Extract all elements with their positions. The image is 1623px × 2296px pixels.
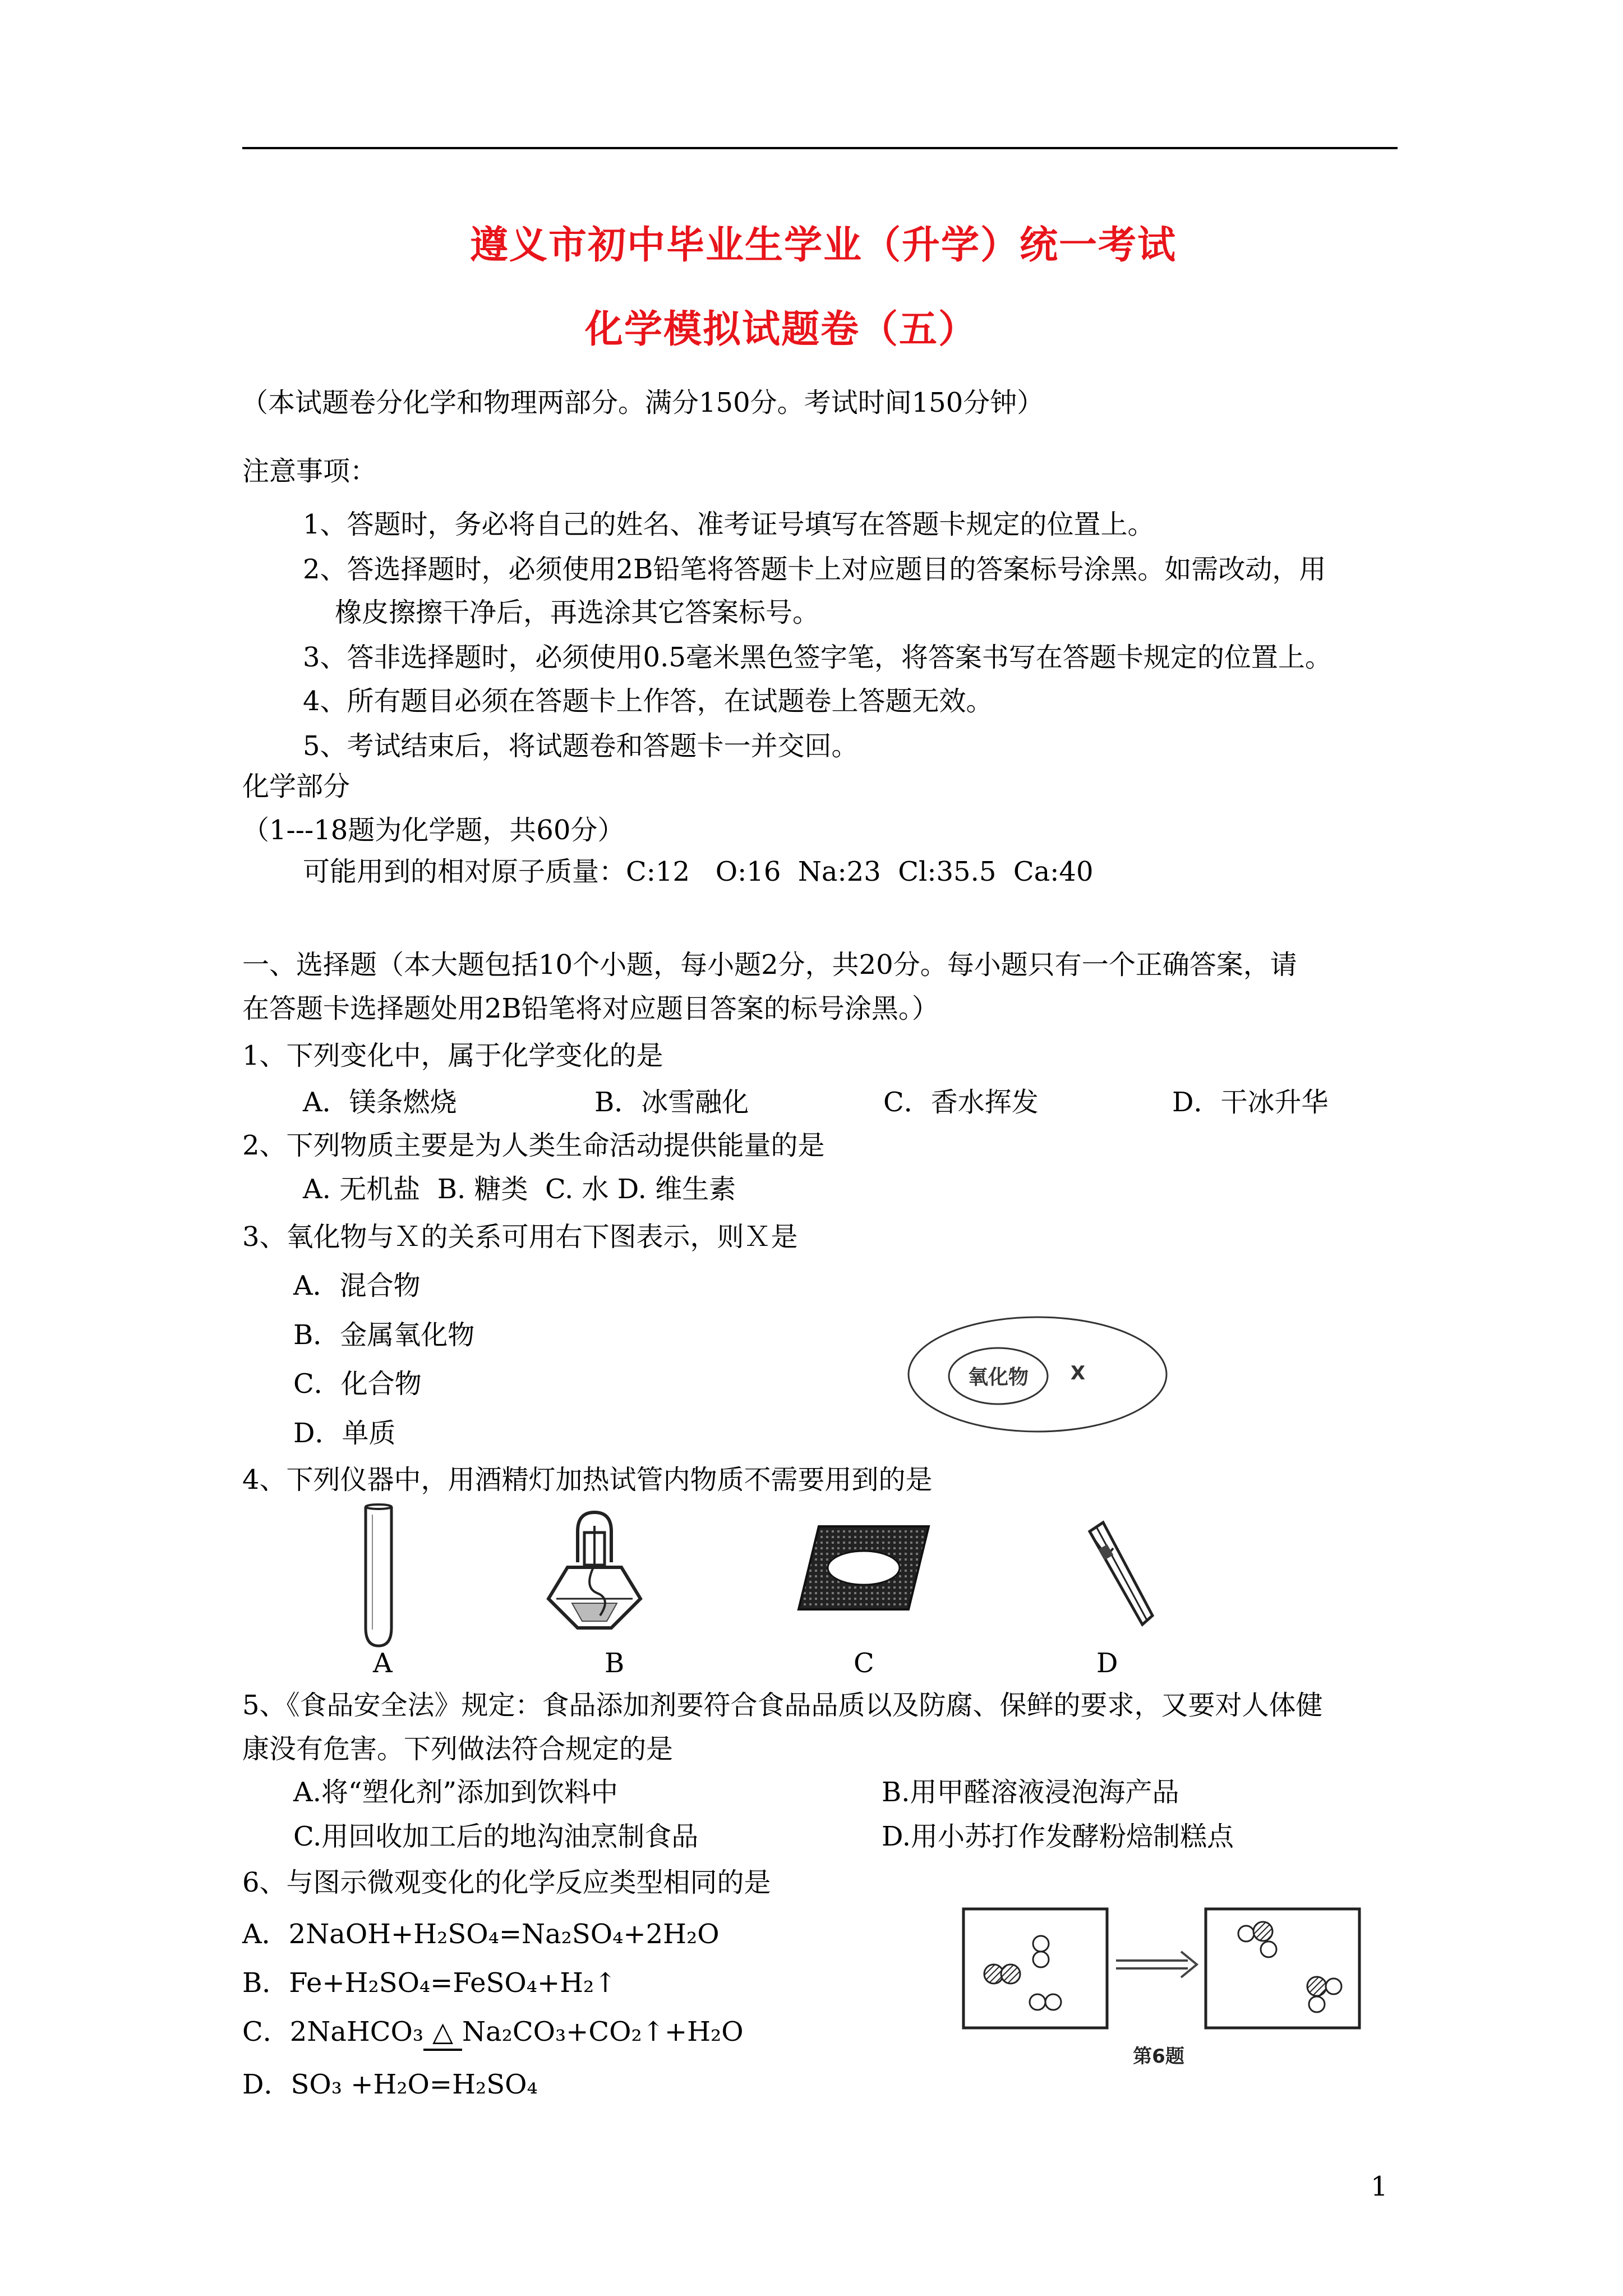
test-tube-holder-icon <box>1080 1515 1164 1632</box>
q6-micro-reaction-figure <box>959 1904 1374 2073</box>
notice-item-4: 4、所有题目必须在答题卡上作答，在试题卷上答题无效。 <box>303 685 993 717</box>
part1-heading: 一、选择题（本大题包括10个小题，每小题2分，共20分。每小题只有一个正确答案，请 <box>242 949 1297 981</box>
q6-option-c-reactant: 2NaHCO₃ <box>289 2016 424 2047</box>
figure-caption: 第6题 <box>1133 2045 1184 2068</box>
q6-option-c-products: Na₂CO₃+CO₂↑+H₂O <box>462 2016 744 2047</box>
q1-option-c: C．香水挥发 <box>883 1087 1039 1118</box>
q5-stem: 5、《食品安全法》规定：食品添加剂要符合食品品质以及防腐、保鲜的要求，又要对人体健 <box>242 1690 1323 1721</box>
notice-item-2: 2、答选择题时，必须使用2B铅笔将答题卡上对应题目的答案标号涂黑。如需改动，用 <box>303 554 1326 585</box>
q1-option-d: D．干冰升华 <box>1172 1087 1329 1118</box>
page-number: 1 <box>1371 2171 1388 2202</box>
header-rule <box>242 147 1398 149</box>
q1-option-b: B．冰雪融化 <box>594 1087 749 1118</box>
q4-label-c: C <box>854 1648 874 1679</box>
q3-option-b: B．金属氧化物 <box>293 1319 475 1351</box>
q5-option-d: D.用小苏打作发酵粉焙制糕点 <box>882 1821 1234 1852</box>
q4-stem: 4、下列仪器中，用酒精灯加热试管内物质不需要用到的是 <box>242 1464 933 1496</box>
test-tube-icon <box>359 1503 398 1649</box>
q4-label-a: A <box>373 1648 393 1679</box>
notice-heading: 注意事项： <box>242 455 377 487</box>
alcohol-lamp-icon <box>544 1509 645 1638</box>
part1-heading-cont: 在答题卡选择题处用2B铅笔将对应题目答案的标号涂黑。） <box>242 993 939 1024</box>
q4-label-d: D <box>1096 1648 1118 1679</box>
notice-item-5: 5、考试结束后，将试题卷和答题卡一并交回。 <box>303 730 859 762</box>
q4-label-b: B <box>605 1648 625 1679</box>
q6-option-d: D．SO₃ +H₂O=H₂SO₄ <box>242 2069 538 2100</box>
notice-item-2-cont: 橡皮擦擦干净后，再选涂其它答案标号。 <box>335 597 820 628</box>
paper-title: 化学模拟试题卷（五） <box>585 307 978 352</box>
q3-option-d: D．单质 <box>293 1418 396 1449</box>
exam-subtitle: （本试题卷分化学和物理两部分。满分150分。考试时间150分钟） <box>241 387 1044 418</box>
q5-option-c: C.用回收加工后的地沟油烹制食品 <box>293 1821 699 1852</box>
q6-option-b-equation: Fe+H₂SO₄=FeSO₄+H₂↑ <box>289 1967 617 1999</box>
chem-section-heading: 化学部分 <box>242 771 351 802</box>
q5-stem-cont: 康没有危害。下列做法符合规定的是 <box>242 1733 674 1765</box>
q6-option-b: B．Fe+H₂SO₄=FeSO₄+H₂↑ <box>242 1967 617 1999</box>
q2-stem: 2、下列物质主要是为人类生命活动提供能量的是 <box>242 1130 825 1161</box>
q3-option-a: A．混合物 <box>293 1270 421 1301</box>
exam-title: 遵义市初中毕业生学业（升学）统一考试 <box>470 223 1177 268</box>
q6-option-d-equation: SO₃ +H₂O=H₂SO₄ <box>291 2069 538 2100</box>
q2-options: A. 无机盐 B. 糖类 C. 水 D. 维生素 <box>303 1174 736 1205</box>
q5-option-b: B.用甲醛溶液浸泡海产品 <box>882 1777 1179 1808</box>
heat-condition: △ <box>423 2015 462 2051</box>
venn-inner-label: 氧化物 <box>967 1366 1029 1389</box>
q1-stem: 1、下列变化中，属于化学变化的是 <box>242 1040 663 1071</box>
q1-option-a: A．镁条燃烧 <box>303 1087 457 1118</box>
products-box <box>1206 1909 1359 2028</box>
notice-item-3: 3、答非选择题时，必须使用0.5毫米黑色签字笔，将答案书写在答题卡规定的位置上。 <box>303 642 1332 673</box>
atomic-mass-line: 可能用到的相对原子质量：C:12 O:16 Na:23 Cl:35.5 Ca:40 <box>303 856 1094 887</box>
q5-option-a: A.将“塑化剂”添加到饮料中 <box>293 1777 619 1808</box>
chem-range: （1---18题为化学题，共60分） <box>242 815 625 846</box>
q3-venn-diagram <box>903 1310 1183 1439</box>
arrow-icon <box>1116 1952 1197 1977</box>
notice-item-1: 1、答题时，务必将自己的姓名、准考证号填写在答题卡规定的位置上。 <box>303 509 1155 540</box>
venn-outer-label: X <box>1070 1362 1086 1384</box>
asbestos-gauze-icon <box>796 1523 931 1613</box>
q6-stem: 6、与图示微观变化的化学反应类型相同的是 <box>242 1867 771 1898</box>
q3-stem: 3、氧化物与Ｘ的关系可用右下图表示，则Ｘ是 <box>242 1221 798 1253</box>
q6-option-c: C．2NaHCO₃ △ Na₂CO₃+CO₂↑+H₂O <box>242 2015 744 2051</box>
q3-option-c: C．化合物 <box>293 1368 422 1400</box>
q6-option-a-equation: 2NaOH+H₂SO₄=Na₂SO₄+2H₂O <box>288 1918 720 1950</box>
q6-option-a: A．2NaOH+H₂SO₄=Na₂SO₄+2H₂O <box>242 1918 720 1950</box>
